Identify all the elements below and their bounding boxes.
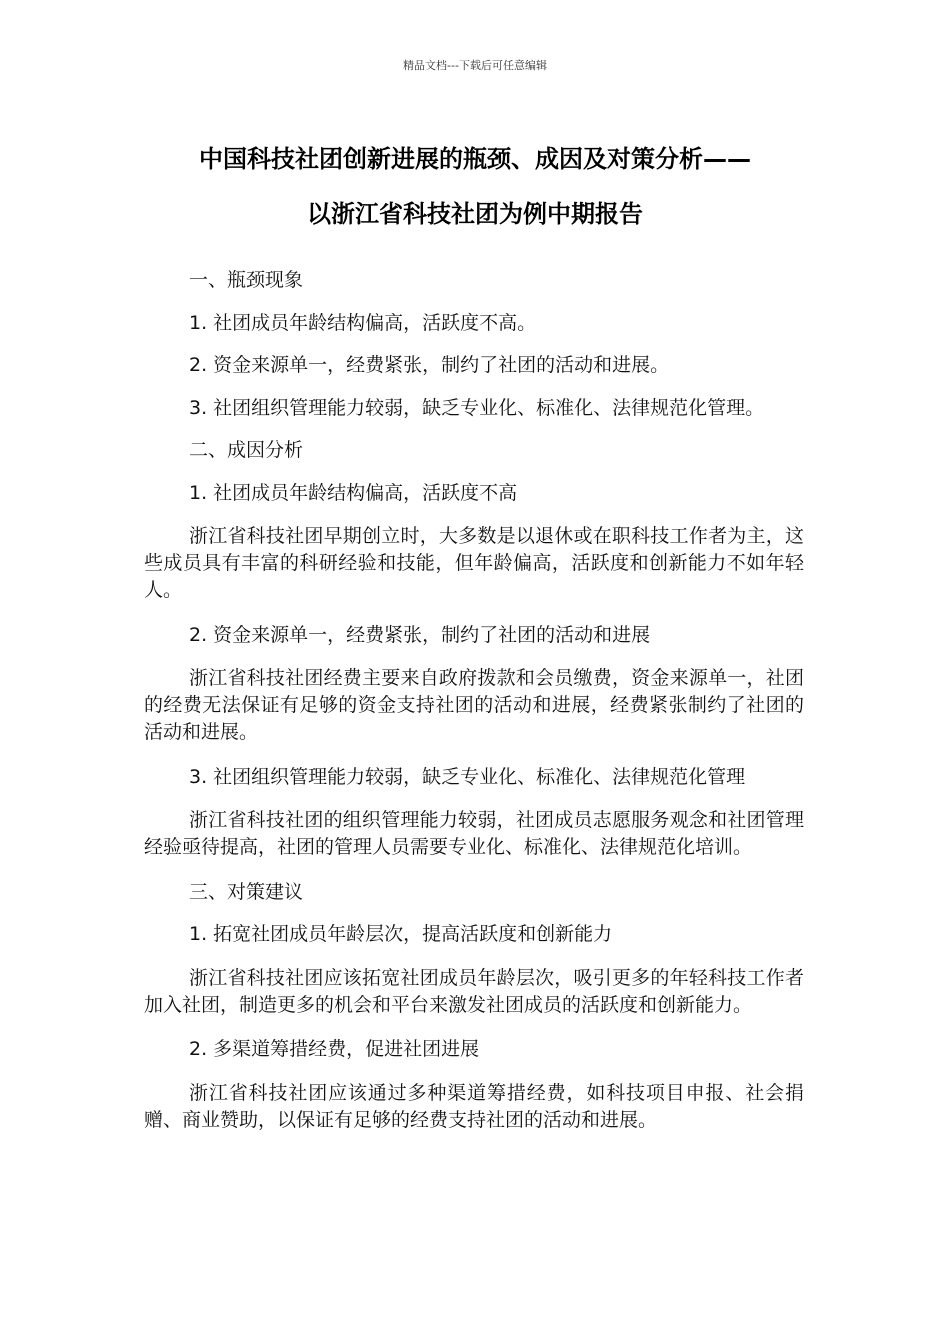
paragraph: 浙江省科技社团经费主要来自政府拨款和会员缴费，资金来源单一，社团的经费无法保证有足够的资金支持社团的活动和进展，经费紧张制约了社团的活动和进展。	[144, 667, 804, 743]
subheading: 3. 社团组织管理能力较弱，缺乏专业化、标准化、法律规范化管理	[189, 765, 746, 788]
paragraph: 浙江省科技社团的组织管理能力较弱，社团成员志愿服务观念和社团管理经验亟待提高，社团的管理人员需要专业化、标准化、法律规范化培训。	[144, 809, 804, 858]
document-body	[144, 268, 804, 1152]
section-heading: 一、瓶颈现象	[189, 269, 304, 291]
section-heading: 三、对策建议	[189, 880, 304, 903]
subheading: 2. 多渠道筹措经费，促进社团进展	[189, 1038, 480, 1060]
subheading: 1. 社团成员年龄结构偏高，活跃度不高	[189, 481, 518, 504]
paragraph: 浙江省科技社团早期创立时，大多数是以退休或在职科技工作者为主，这些成员具有丰富的科研经验和技能，但年龄偏高，活跃度和创新能力不如年轻人。	[144, 525, 804, 601]
list-item: 2. 资金来源单一，经费紧张，制约了社团的活动和进展。	[189, 354, 670, 376]
section-heading: 二、成因分析	[189, 439, 304, 461]
title-line-2: 以浙江省科技社团为例中期报告	[307, 200, 643, 228]
header-note: 精品文档---下载后可任意编辑	[403, 59, 547, 72]
subheading: 2. 资金来源单一，经费紧张，制约了社团的活动和进展	[189, 623, 651, 646]
paragraph: 浙江省科技社团应该通过多种渠道筹措经费，如科技项目申报、社会捐赠、商业赞助，以保证有足够的经费支持社团的活动和进展。	[144, 1081, 804, 1131]
title-line-1: 中国科技社团创新进展的瓶颈、成因及对策分析——	[199, 145, 751, 173]
paragraph: 浙江省科技社团应该拓宽社团成员年龄层次，吸引更多的年轻科技工作者加入社团，制造更多的机会和平台来激发社团成员的活跃度和创新能力。	[144, 966, 804, 1016]
document-title	[120, 132, 830, 242]
list-item: 1. 社团成员年龄结构偏高，活跃度不高。	[189, 311, 537, 334]
subheading: 1. 拓宽社团成员年龄层次，提高活跃度和创新能力	[189, 923, 613, 945]
list-item: 3. 社团组织管理能力较弱，缺乏专业化、标准化、法律规范化管理。	[189, 396, 765, 419]
